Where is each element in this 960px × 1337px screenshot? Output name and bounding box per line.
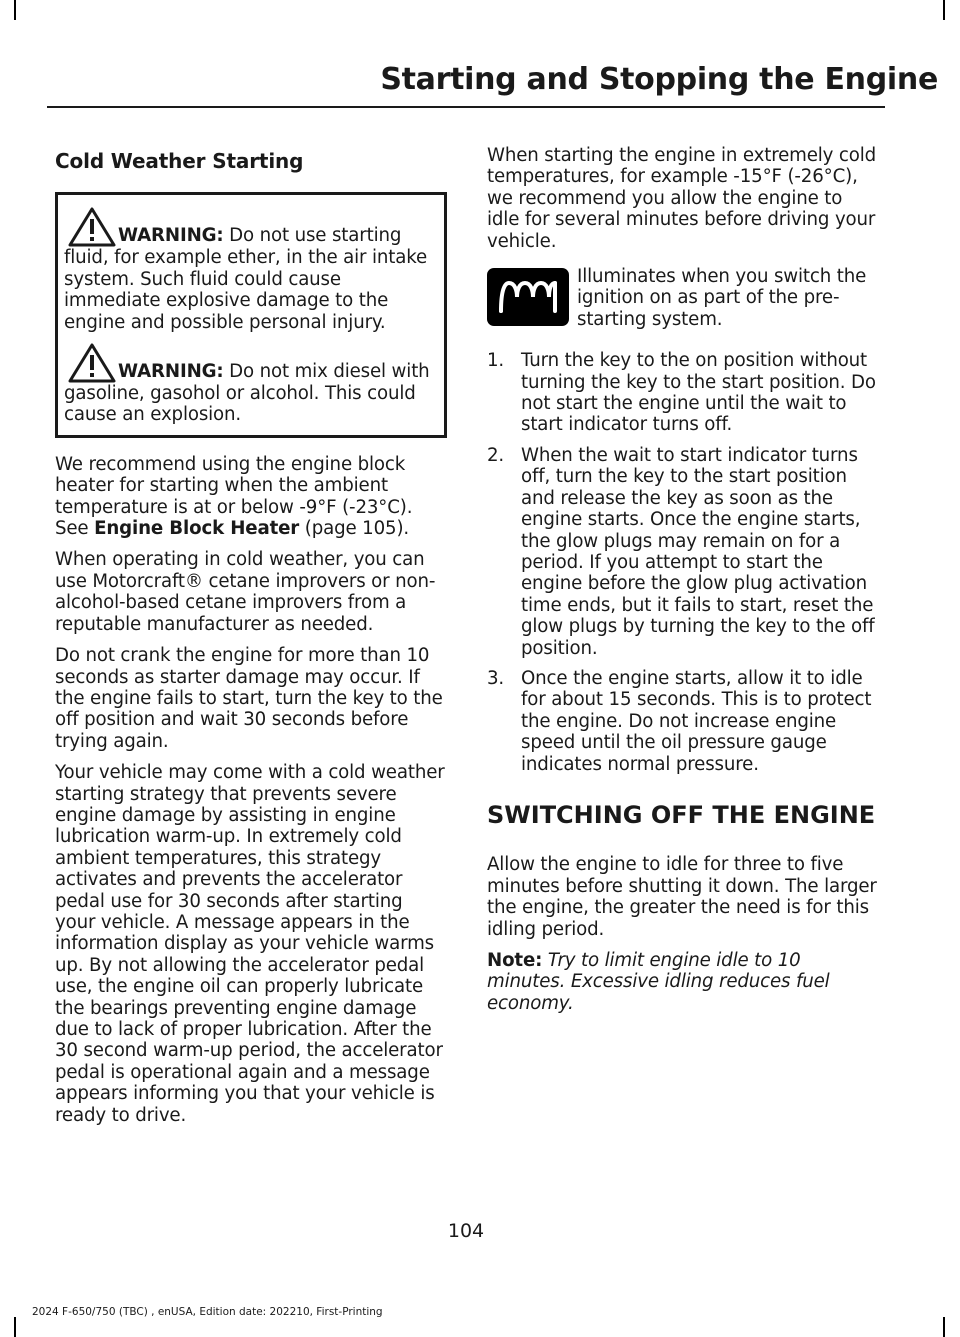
paragraph-switching-off: Allow the engine to idle for three to five minutes before shutting it down. The larger the engine, the greater the need is for this idling period. bbox=[487, 854, 877, 940]
indicator-row bbox=[487, 266, 880, 330]
crop-mark bbox=[14, 0, 16, 20]
page-reference: (page 105). bbox=[299, 518, 410, 540]
list-item bbox=[487, 445, 880, 659]
paragraph-idle-intro: When starting the engine in extremely cold temperatures, for example -15°F (-26°C), we recommend you allow the engine to idle for several minutes before driving your vehicle. bbox=[487, 145, 877, 252]
note bbox=[487, 950, 880, 1014]
warning-item bbox=[64, 343, 438, 426]
edition-footer: 2024 F-650/750 (TBC) , enUSA, Edition date: 202210, First-Printing bbox=[32, 1306, 383, 1318]
glow-plug-coil-icon bbox=[497, 279, 559, 315]
warning-item bbox=[64, 207, 438, 333]
crop-mark bbox=[14, 1317, 16, 1337]
warning-text: Do not mix diesel with gasoline, gasohol or alcohol. This could cause an explosion. bbox=[64, 361, 430, 426]
note-label: Note: bbox=[487, 950, 543, 971]
warning-triangle-icon bbox=[68, 207, 116, 247]
page-title: Starting and Stopping the Engine bbox=[380, 62, 938, 97]
crop-mark bbox=[943, 0, 945, 20]
paragraph-cranking: Do not crank the engine for more than 10 seconds as starter damage may occur. If the engine fails to start, turn the key to the off position and wait 30 seconds before trying again. bbox=[55, 645, 443, 752]
step-number: 1. bbox=[487, 350, 505, 372]
steps-list bbox=[487, 350, 880, 775]
warning-box bbox=[55, 192, 447, 437]
step-text: When the wait to start indicator turns off, turn the key to the start position and release the key as soon as the engine starts. Once the engine starts, the glow plugs may remain on for a period. If you attempt to start the engine before the glow plug activation time ends, but it fails to start, reset the glow plugs by turning the key to the off position. bbox=[521, 444, 875, 659]
warning-label: WARNING: bbox=[118, 361, 224, 383]
paragraph-cold-strategy: Your vehicle may come with a cold weather starting strategy that prevents severe engine damage by assisting in engine lubrication warm-up. In extremely cold ambient temperatures, this strategy activates and prevents the accelerator pedal use for 30 seconds after starting your vehicle. A message appears in the information display as your vehicle warms up. By not allowing the accelerator pedal use, the engine oil can properly lubricate the bearings preventing engine damage due to lack of proper lubrication. After the 30 second warm-up period, the accelerator pedal is operational again and a message appears informing you that your vehicle is ready to drive. bbox=[55, 762, 445, 1126]
step-number: 2. bbox=[487, 444, 505, 466]
warning-text: Do not use starting fluid, for example ether, in the air intake system. Such fluid could cause immediate explosive damage to the engine and possible personal injury. bbox=[64, 225, 428, 333]
paragraph-block-heater bbox=[55, 454, 447, 540]
page-number: 104 bbox=[447, 1220, 485, 1242]
step-text: Turn the key to the on position without turning the key to the start position. Do not start the engine until the wait to start indicator turns off. bbox=[521, 350, 876, 436]
section-heading-switching-off: SWITCHING OFF THE ENGINE bbox=[487, 800, 876, 829]
step-number: 3. bbox=[487, 667, 505, 689]
glow-plug-icon bbox=[487, 268, 569, 326]
paragraph-text: We recommend using the engine block heater for starting when the ambient temperature is at or below -9°F (-23°C). See bbox=[55, 453, 413, 540]
right-column bbox=[487, 145, 880, 1024]
crop-mark bbox=[943, 1317, 945, 1337]
left-column bbox=[55, 145, 447, 1136]
list-item bbox=[487, 668, 880, 775]
section-heading-cold-weather: Cold Weather Starting bbox=[55, 149, 304, 173]
header-rule bbox=[47, 106, 885, 108]
warning-label: WARNING: bbox=[118, 225, 224, 247]
cross-reference-link[interactable]: Engine Block Heater bbox=[94, 518, 300, 540]
step-text: Once the engine starts, allow it to idle for about 15 seconds. This is to protect the engine. Do not increase engine speed until the oil pressure gauge indicates normal pressure. bbox=[521, 667, 872, 775]
indicator-description: Illuminates when you switch the ignition on as part of the pre-starting system. bbox=[577, 266, 867, 330]
paragraph-cetane: When operating in cold weather, you can use Motorcraft® cetane improvers or non-alcohol-based cetane improvers from a reputable manufacturer as needed. bbox=[55, 549, 436, 635]
warning-triangle-icon bbox=[68, 343, 116, 383]
note-text: Try to limit engine idle to 10 minutes. Excessive idling reduces fuel economy. bbox=[487, 950, 830, 1014]
list-item bbox=[487, 350, 880, 436]
